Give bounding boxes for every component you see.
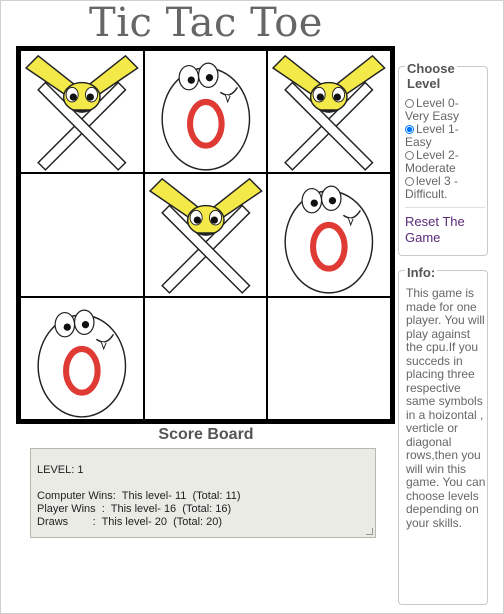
score-level-line: LEVEL: 1 (37, 464, 84, 476)
level-option-0[interactable] (405, 97, 485, 123)
x-mark-icon (145, 174, 267, 295)
scoreboard-title: Score Board (158, 426, 254, 443)
board-cell-2[interactable] (144, 50, 268, 173)
level-option-1[interactable] (405, 123, 485, 149)
board-cell-7[interactable] (20, 297, 144, 420)
info-legend: Info: (407, 265, 436, 280)
game-board (16, 46, 395, 424)
level-radio-0[interactable] (405, 99, 414, 108)
board-cell-1[interactable] (20, 50, 144, 173)
score-player-line: Player Wins : This level- 16 (Total: 16) (37, 503, 232, 515)
board-cell-6[interactable] (267, 173, 391, 296)
o-mark-icon (21, 298, 143, 419)
board-cell-9[interactable] (267, 297, 391, 420)
level-option-3-label: level 3 - Difficult. (405, 174, 459, 201)
level-radio-1[interactable] (405, 125, 414, 134)
score-computer-line: Computer Wins: This level- 11 (Total: 11) (37, 490, 241, 502)
level-options (405, 97, 485, 246)
scoreboard-textarea[interactable] (30, 448, 376, 538)
level-option-2-label: Level 2- Moderate (405, 148, 459, 175)
level-option-0-label: Level 0- Very Easy (405, 96, 460, 123)
board-cell-4[interactable] (20, 173, 144, 296)
score-draws-line: Draws : This level- 20 (Total: 20) (37, 516, 223, 528)
o-mark-icon (268, 174, 390, 295)
level-radio-2[interactable] (405, 151, 414, 160)
board-cell-8[interactable] (144, 297, 268, 420)
level-option-2[interactable] (405, 149, 485, 175)
x-mark-icon (21, 51, 143, 172)
o-mark-icon (145, 51, 267, 172)
level-legend (405, 61, 457, 91)
x-mark-icon (268, 51, 390, 172)
reset-game-link[interactable]: Reset The Game (405, 207, 485, 246)
level-option-3[interactable] (405, 175, 485, 201)
resize-grip-icon[interactable] (366, 528, 373, 535)
level-legend-line2: Level (407, 76, 441, 91)
level-legend-line1: Choose (407, 61, 455, 76)
board-cell-5[interactable] (144, 173, 268, 296)
board-cell-3[interactable] (267, 50, 391, 173)
level-fieldset (398, 61, 488, 256)
level-option-1-label: Level 1- Easy (405, 122, 459, 149)
info-fieldset (398, 265, 488, 605)
page-title: Tic Tac Toe (89, 0, 323, 46)
score-spacer (37, 477, 369, 490)
level-radio-3[interactable] (405, 177, 414, 186)
info-text: This game is made for one player. You will play against the cpu.If you succeds in placing three respective same symbols in a hoizontal , verticle or diagonal rows,then you will win this game. You can choose levels depending on your skills. (406, 286, 486, 530)
